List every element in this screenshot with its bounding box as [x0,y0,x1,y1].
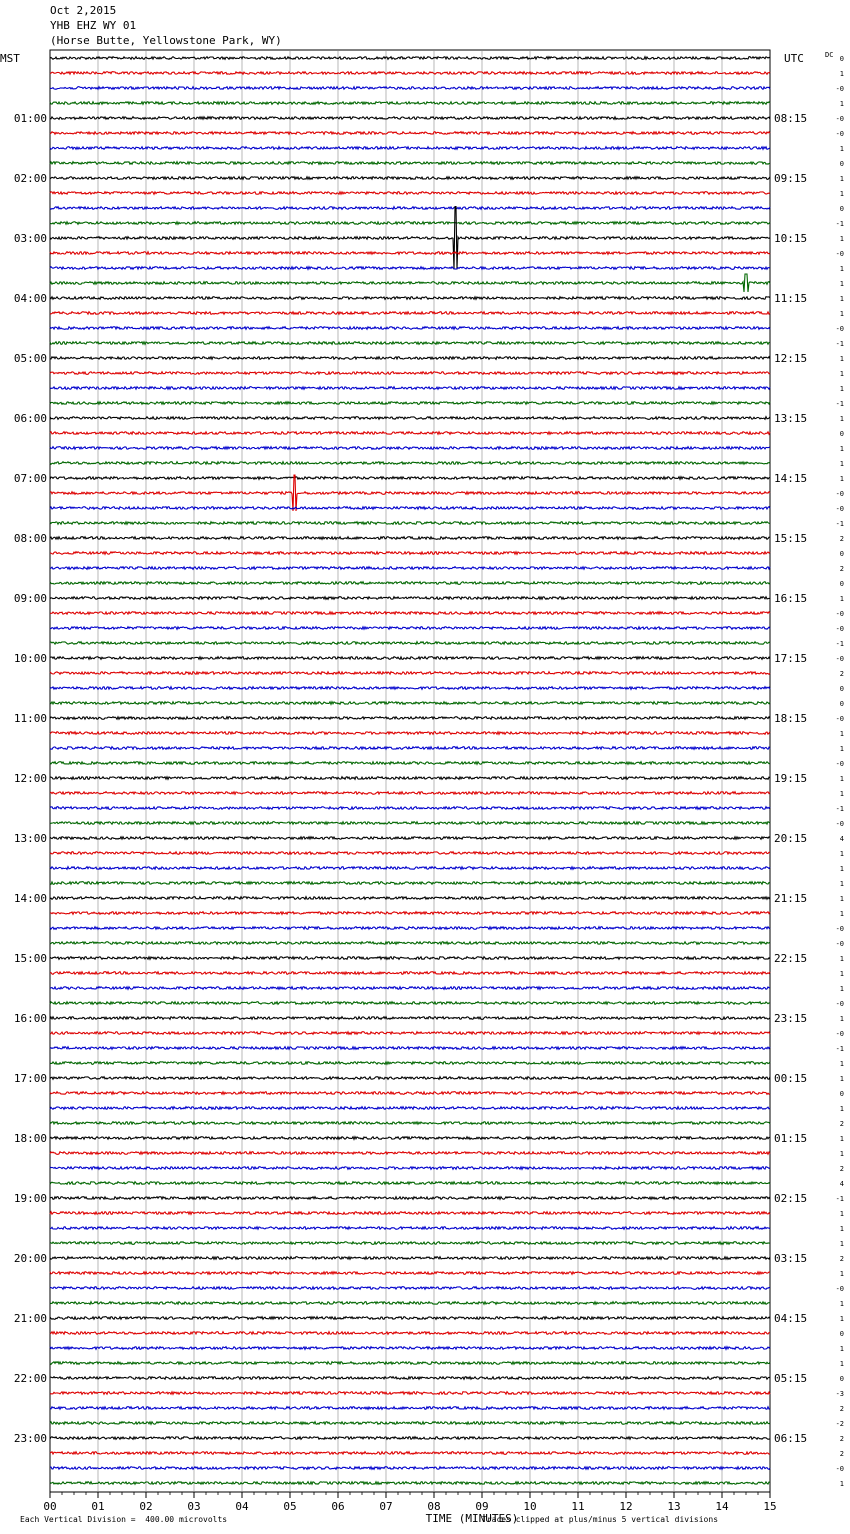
seismic-trace [50,477,770,480]
seismic-trace [50,897,770,900]
dc-offset-label: -1 [835,1195,844,1203]
left-hour-label: 09:00 [13,592,47,605]
dc-label: DC [825,51,834,59]
dc-offset-label: 1 [839,865,844,873]
dc-offset-label: 1 [839,1150,844,1158]
seismic-trace [50,372,770,375]
x-axis-title: TIME (MINUTES) [425,1512,519,1525]
dc-offset-label: 2 [839,670,844,678]
x-tick-label: 09 [475,1500,489,1513]
seismic-trace [50,1017,770,1020]
right-hour-label: 02:15 [774,1192,808,1205]
left-timezone-label: MST [0,52,20,65]
seismic-trace [50,1122,770,1125]
seismic-trace [50,327,770,330]
seismic-trace [50,867,770,870]
dc-offset-label: 1 [839,1300,844,1308]
seismic-trace [50,927,770,930]
dc-offset-label: -0 [835,655,844,663]
dc-offset-label: -0 [835,325,844,333]
chart-location: (Horse Butte, Yellowstone Park, WY) [50,34,282,47]
seismic-trace [50,912,770,915]
chart-date: Oct 2,2015 [50,4,117,17]
seismic-trace [50,162,770,165]
seismic-trace [50,582,770,585]
seismic-trace [50,942,770,945]
seismic-trace [50,72,770,75]
plot-frame [50,50,770,1492]
dc-offset-label: 2 [839,565,844,573]
x-tick-label: 13 [667,1500,681,1513]
right-hour-label: 19:15 [774,772,808,785]
right-timezone-label: UTC [784,52,804,65]
dc-offset-label: 1 [839,955,844,963]
left-hour-label: 07:00 [13,472,47,485]
seismic-trace [50,1302,770,1305]
left-hour-label: 17:00 [13,1072,47,1085]
x-tick-label: 10 [523,1500,537,1513]
chart-station: YHB EHZ WY 01 [50,19,137,32]
dc-offset-label: 4 [839,1180,844,1188]
seismic-trace [50,852,770,855]
dc-offset-label: 1 [839,370,844,378]
dc-offset-label: -0 [835,1285,844,1293]
dc-offset-label: 1 [839,355,844,363]
seismic-trace [50,837,770,840]
seismic-trace [50,387,770,390]
left-hour-label: 04:00 [13,292,47,305]
seismic-trace [50,1272,770,1275]
left-hour-label: 10:00 [13,652,47,665]
seismic-trace [50,822,770,825]
x-tick-label: 00 [43,1500,57,1513]
right-hour-label: 20:15 [774,832,808,845]
dc-offset-label: 1 [839,1225,844,1233]
dc-offset-label: -0 [835,490,844,498]
seismic-trace [50,357,770,360]
dc-offset-label: 1 [839,1360,844,1368]
dc-offset-label: 1 [839,190,844,198]
seismic-trace [50,312,770,315]
dc-offset-label: -1 [835,640,844,648]
dc-offset-label: -0 [835,250,844,258]
dc-offset-label: 0 [839,430,844,438]
left-hour-label: 11:00 [13,712,47,725]
seismic-trace [50,672,770,675]
x-tick-label: 11 [571,1500,585,1513]
seismic-trace [50,132,770,135]
right-hour-label: 08:15 [774,112,808,125]
dc-offset-label: 1 [839,280,844,288]
seismic-trace [50,1347,770,1350]
seismic-trace [50,1422,770,1425]
seismic-trace [50,117,770,120]
dc-offset-label: 0 [839,205,844,213]
left-hour-label: 21:00 [13,1312,47,1325]
dc-offset-label: -0 [835,1030,844,1038]
seismic-trace [50,1062,770,1065]
seismic-trace [50,1092,770,1095]
seismic-trace [50,882,770,885]
seismic-trace [50,87,770,90]
dc-offset-label: -1 [835,520,844,528]
dc-offset-label: 0 [839,55,844,63]
seismic-trace [50,1317,770,1320]
clip-note: Traces clipped at plus/minus 5 vertical divisions [482,1515,719,1524]
seismic-trace [50,972,770,975]
left-hour-label: 19:00 [13,1192,47,1205]
scale-note: Each Vertical Division = 400.00 microvolts [20,1515,228,1524]
dc-offset-label: 1 [839,175,844,183]
seismic-trace [50,57,770,60]
dc-offset-label: 1 [839,100,844,108]
dc-offset-label: 1 [839,595,844,603]
right-hour-label: 14:15 [774,472,808,485]
right-hour-label: 05:15 [774,1372,808,1385]
seismic-trace [50,507,770,510]
right-hour-label: 06:15 [774,1432,808,1445]
seismic-trace [50,1107,770,1110]
seismic-trace [50,522,770,525]
dc-offset-label: 1 [839,850,844,858]
seismic-trace [50,207,770,210]
seismic-trace [50,102,770,105]
dc-offset-label: 1 [839,775,844,783]
seismic-trace [50,274,770,292]
left-hour-label: 08:00 [13,532,47,545]
dc-offset-label: -0 [835,505,844,513]
seismic-trace [50,792,770,795]
dc-offset-label: 1 [839,265,844,273]
seismic-trace [50,807,770,810]
left-hour-label: 18:00 [13,1132,47,1145]
seismic-trace [50,192,770,195]
right-hour-label: 09:15 [774,172,808,185]
seismic-trace [50,567,770,570]
dc-offset-label: 1 [839,730,844,738]
dc-offset-label: 2 [839,1435,844,1443]
seismic-trace [50,1182,770,1185]
dc-offset-label: 2 [839,1405,844,1413]
seismic-trace [50,1482,770,1485]
dc-offset-label: 1 [839,910,844,918]
dc-offset-label: 0 [839,700,844,708]
dc-offset-label: 0 [839,160,844,168]
x-tick-label: 12 [619,1500,633,1513]
dc-offset-label: -0 [835,130,844,138]
left-hour-label: 06:00 [13,412,47,425]
seismic-trace [50,1212,770,1215]
right-hour-label: 12:15 [774,352,808,365]
right-hour-label: 23:15 [774,1012,808,1025]
dc-offset-label: 0 [839,685,844,693]
left-hour-label: 20:00 [13,1252,47,1265]
x-tick-label: 14 [715,1500,729,1513]
right-hour-label: 17:15 [774,652,808,665]
x-tick-label: 05 [283,1500,297,1513]
dc-offset-label: 1 [839,790,844,798]
left-hour-label: 23:00 [13,1432,47,1445]
x-tick-label: 03 [187,1500,201,1513]
dc-offset-label: 1 [839,1015,844,1023]
x-tick-label: 04 [235,1500,249,1513]
seismic-trace [50,717,770,720]
seismic-trace [50,1437,770,1440]
right-hour-label: 15:15 [774,532,808,545]
dc-offset-label: -0 [835,1465,844,1473]
right-hour-label: 13:15 [774,412,808,425]
seismic-trace [50,627,770,630]
seismic-trace [50,252,770,255]
left-hour-label: 03:00 [13,232,47,245]
seismic-trace [50,462,770,465]
seismic-trace [50,177,770,180]
seismic-trace [50,1377,770,1380]
seismic-trace [50,1167,770,1170]
seismic-trace [50,732,770,735]
dc-offset-label: 1 [839,1210,844,1218]
seismic-trace [50,702,770,705]
seismic-trace [50,747,770,750]
seismic-trace [50,687,770,690]
seismic-trace [50,432,770,435]
dc-offset-label: 1 [839,295,844,303]
dc-offset-label: 1 [839,985,844,993]
x-tick-label: 02 [139,1500,153,1513]
seismic-trace [50,987,770,990]
dc-offset-label: 1 [839,445,844,453]
left-hour-label: 05:00 [13,352,47,365]
dc-offset-label: 1 [839,1075,844,1083]
dc-offset-label: 1 [839,1270,844,1278]
seismic-trace [50,402,770,405]
seismic-trace [50,207,770,270]
seismic-trace [50,222,770,225]
right-hour-label: 04:15 [774,1312,808,1325]
dc-offset-label: -0 [835,940,844,948]
dc-offset-label: -0 [835,715,844,723]
dc-offset-label: -0 [835,1000,844,1008]
dc-offset-label: 1 [839,1105,844,1113]
dc-offset-label: 1 [839,970,844,978]
dc-offset-label: -0 [835,820,844,828]
dc-offset-label: 2 [839,1450,844,1458]
seismic-trace [50,657,770,660]
right-hour-label: 03:15 [774,1252,808,1265]
dc-offset-label: 0 [839,550,844,558]
dc-offset-label: 1 [839,1060,844,1068]
left-hour-label: 22:00 [13,1372,47,1385]
dc-offset-label: 0 [839,1330,844,1338]
dc-offset-label: -2 [835,1420,844,1428]
left-hour-label: 01:00 [13,112,47,125]
left-hour-label: 14:00 [13,892,47,905]
dc-offset-label: 0 [839,1375,844,1383]
seismic-trace [50,1152,770,1155]
x-tick-label: 15 [763,1500,777,1513]
dc-offset-label: 1 [839,1240,844,1248]
dc-offset-label: 1 [839,745,844,753]
dc-offset-label: 0 [839,580,844,588]
seismic-trace [50,297,770,300]
x-tick-label: 07 [379,1500,393,1513]
left-hour-label: 15:00 [13,952,47,965]
dc-offset-label: -0 [835,760,844,768]
seismic-trace [50,1047,770,1050]
right-hour-label: 22:15 [774,952,808,965]
x-tick-label: 01 [91,1500,105,1513]
dc-offset-label: -0 [835,610,844,618]
seismic-trace [50,552,770,555]
dc-offset-label: 1 [839,415,844,423]
seismic-trace [50,447,770,450]
right-hour-label: 00:15 [774,1072,808,1085]
seismic-trace [50,777,770,780]
dc-offset-label: -1 [835,805,844,813]
dc-offset-label: -0 [835,925,844,933]
seismic-trace [50,475,770,511]
right-hour-label: 10:15 [774,232,808,245]
dc-offset-label: 1 [839,1135,844,1143]
seismic-trace [50,1002,770,1005]
right-hour-label: 16:15 [774,592,808,605]
seismic-trace [50,1197,770,1200]
dc-offset-label: 1 [839,1480,844,1488]
seismic-trace [50,762,770,765]
right-hour-label: 11:15 [774,292,808,305]
seismic-trace [50,417,770,420]
left-hour-label: 13:00 [13,832,47,845]
seismic-trace [50,537,770,540]
dc-offset-label: -0 [835,625,844,633]
left-hour-label: 02:00 [13,172,47,185]
dc-offset-label: 1 [839,460,844,468]
seismic-trace [50,1362,770,1365]
seismic-trace [50,1032,770,1035]
seismic-trace [50,1392,770,1395]
seismic-trace [50,1407,770,1410]
dc-offset-label: 1 [839,475,844,483]
dc-offset-label: 2 [839,1120,844,1128]
right-hour-label: 18:15 [774,712,808,725]
dc-offset-label: 1 [839,1315,844,1323]
seismic-trace [50,1332,770,1335]
dc-offset-label: -1 [835,1045,844,1053]
seismic-trace [50,1227,770,1230]
seismic-trace [50,1242,770,1245]
seismic-trace [50,642,770,645]
seismic-trace [50,597,770,600]
dc-offset-label: -0 [835,115,844,123]
seismic-trace [50,1257,770,1260]
seismic-trace [50,1452,770,1455]
dc-offset-label: 1 [839,385,844,393]
dc-offset-label: 1 [839,880,844,888]
dc-offset-label: 1 [839,70,844,78]
dc-offset-label: 0 [839,1090,844,1098]
left-hour-label: 16:00 [13,1012,47,1025]
x-tick-label: 06 [331,1500,345,1513]
seismic-trace [50,612,770,615]
dc-offset-label: -1 [835,340,844,348]
seismic-trace [50,147,770,150]
seismic-trace [50,1137,770,1140]
seismic-trace [50,957,770,960]
seismic-trace [50,267,770,270]
x-tick-label: 08 [427,1500,441,1513]
dc-offset-label: 1 [839,895,844,903]
seismic-trace [50,342,770,345]
dc-offset-label: 2 [839,1165,844,1173]
seismic-trace [50,1287,770,1290]
dc-offset-label: -3 [835,1390,844,1398]
seismic-trace [50,1077,770,1080]
dc-offset-label: 2 [839,1255,844,1263]
dc-offset-label: 1 [839,145,844,153]
dc-offset-label: 4 [839,835,844,843]
right-hour-label: 01:15 [774,1132,808,1145]
dc-offset-label: 1 [839,235,844,243]
dc-offset-label: 1 [839,310,844,318]
dc-offset-label: 1 [839,1345,844,1353]
dc-offset-label: 2 [839,535,844,543]
dc-offset-label: -1 [835,400,844,408]
dc-offset-label: -1 [835,220,844,228]
right-hour-label: 21:15 [774,892,808,905]
seismic-trace [50,1467,770,1470]
dc-offset-label: -0 [835,85,844,93]
left-hour-label: 12:00 [13,772,47,785]
